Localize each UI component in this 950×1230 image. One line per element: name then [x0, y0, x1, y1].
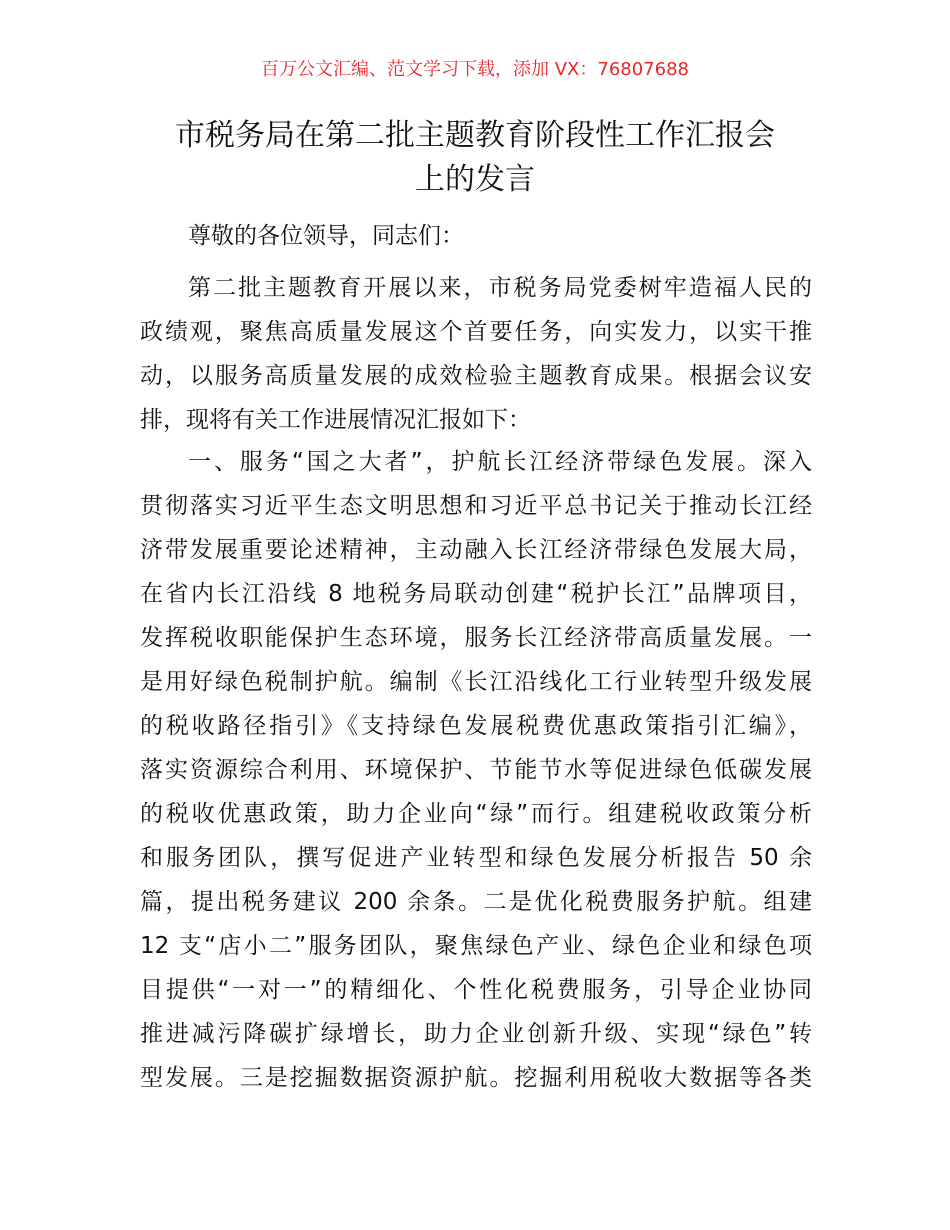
paragraph-line: 贯彻落实习近平生态文明思想和习近平总书记关于推动长江经 [140, 493, 812, 519]
paragraph-line: 排，现将有关工作进展情况汇报如下： [140, 407, 531, 433]
paragraph-line: 是用好绿色税制护航。编制《长江沿线化工行业转型升级发展 [140, 669, 812, 695]
paragraph-line: 济带发展重要论述精神，主动融入长江经济带绿色发展大局， [140, 537, 812, 563]
paragraph-line: 推进减污降碳扩绿增长，助力企业创新升级、实现“绿色”转 [140, 1021, 812, 1047]
paragraph-line: 第二批主题教育开展以来，市税务局党委树牢造福人民的 [188, 275, 812, 301]
paragraph-line: 目提供“一对一”的精细化、个性化税费服务，引导企业协同 [140, 977, 812, 1003]
paragraph-line: 落实资源综合利用、环境保护、节能节水等促进绿色低碳发展 [140, 757, 812, 783]
paragraph-line: 篇，提出税务建议 200 余条。二是优化税费服务护航。组建 [140, 889, 812, 915]
paragraph-section-1 [140, 440, 812, 1100]
paragraph-line: 动，以服务高质量发展的成效检验主题教育成果。根据会议安 [140, 363, 812, 389]
greeting-text: 尊敬的各位领导，同志们： [188, 223, 464, 249]
paragraph-line: 的税收路径指引》《支持绿色发展税费优惠政策指引汇编》， [140, 713, 812, 739]
greeting [140, 218, 860, 254]
paragraph-line: 型发展。三是挖掘数据资源护航。挖掘利用税收大数据等各类 [140, 1065, 812, 1091]
paragraph-intro [140, 266, 812, 442]
paragraph-line: 发挥税收职能保护生态环境，服务长江经济带高质量发展。一 [140, 625, 812, 651]
title-line-1: 市税务局在第二批主题教育阶段性工作汇报会 [175, 118, 775, 153]
paragraph-line: 12 支“店小二”服务团队，聚焦绿色产业、绿色企业和绿色项 [140, 933, 812, 959]
paragraph-line: 政绩观，聚焦高质量发展这个首要任务，向实发力，以实干推 [140, 319, 812, 345]
title-line-2: 上的发言 [415, 162, 535, 197]
watermark-header: 百万公文汇编、范文学习下载，添加 VX：76807688 [261, 59, 689, 80]
paragraph-line: 在省内长江沿线 8 地税务局联动创建“税护长江”品牌项目， [140, 581, 812, 607]
paragraph-line: 和服务团队，撰写促进产业转型和绿色发展分析报告 50 余 [140, 845, 812, 871]
paragraph-line: 的税收优惠政策，助力企业向“绿”而行。组建税收政策分析 [140, 801, 812, 827]
document-title [120, 114, 830, 202]
paragraph-line: 一、服务“国之大者”，护航长江经济带绿色发展。深入 [188, 449, 812, 475]
